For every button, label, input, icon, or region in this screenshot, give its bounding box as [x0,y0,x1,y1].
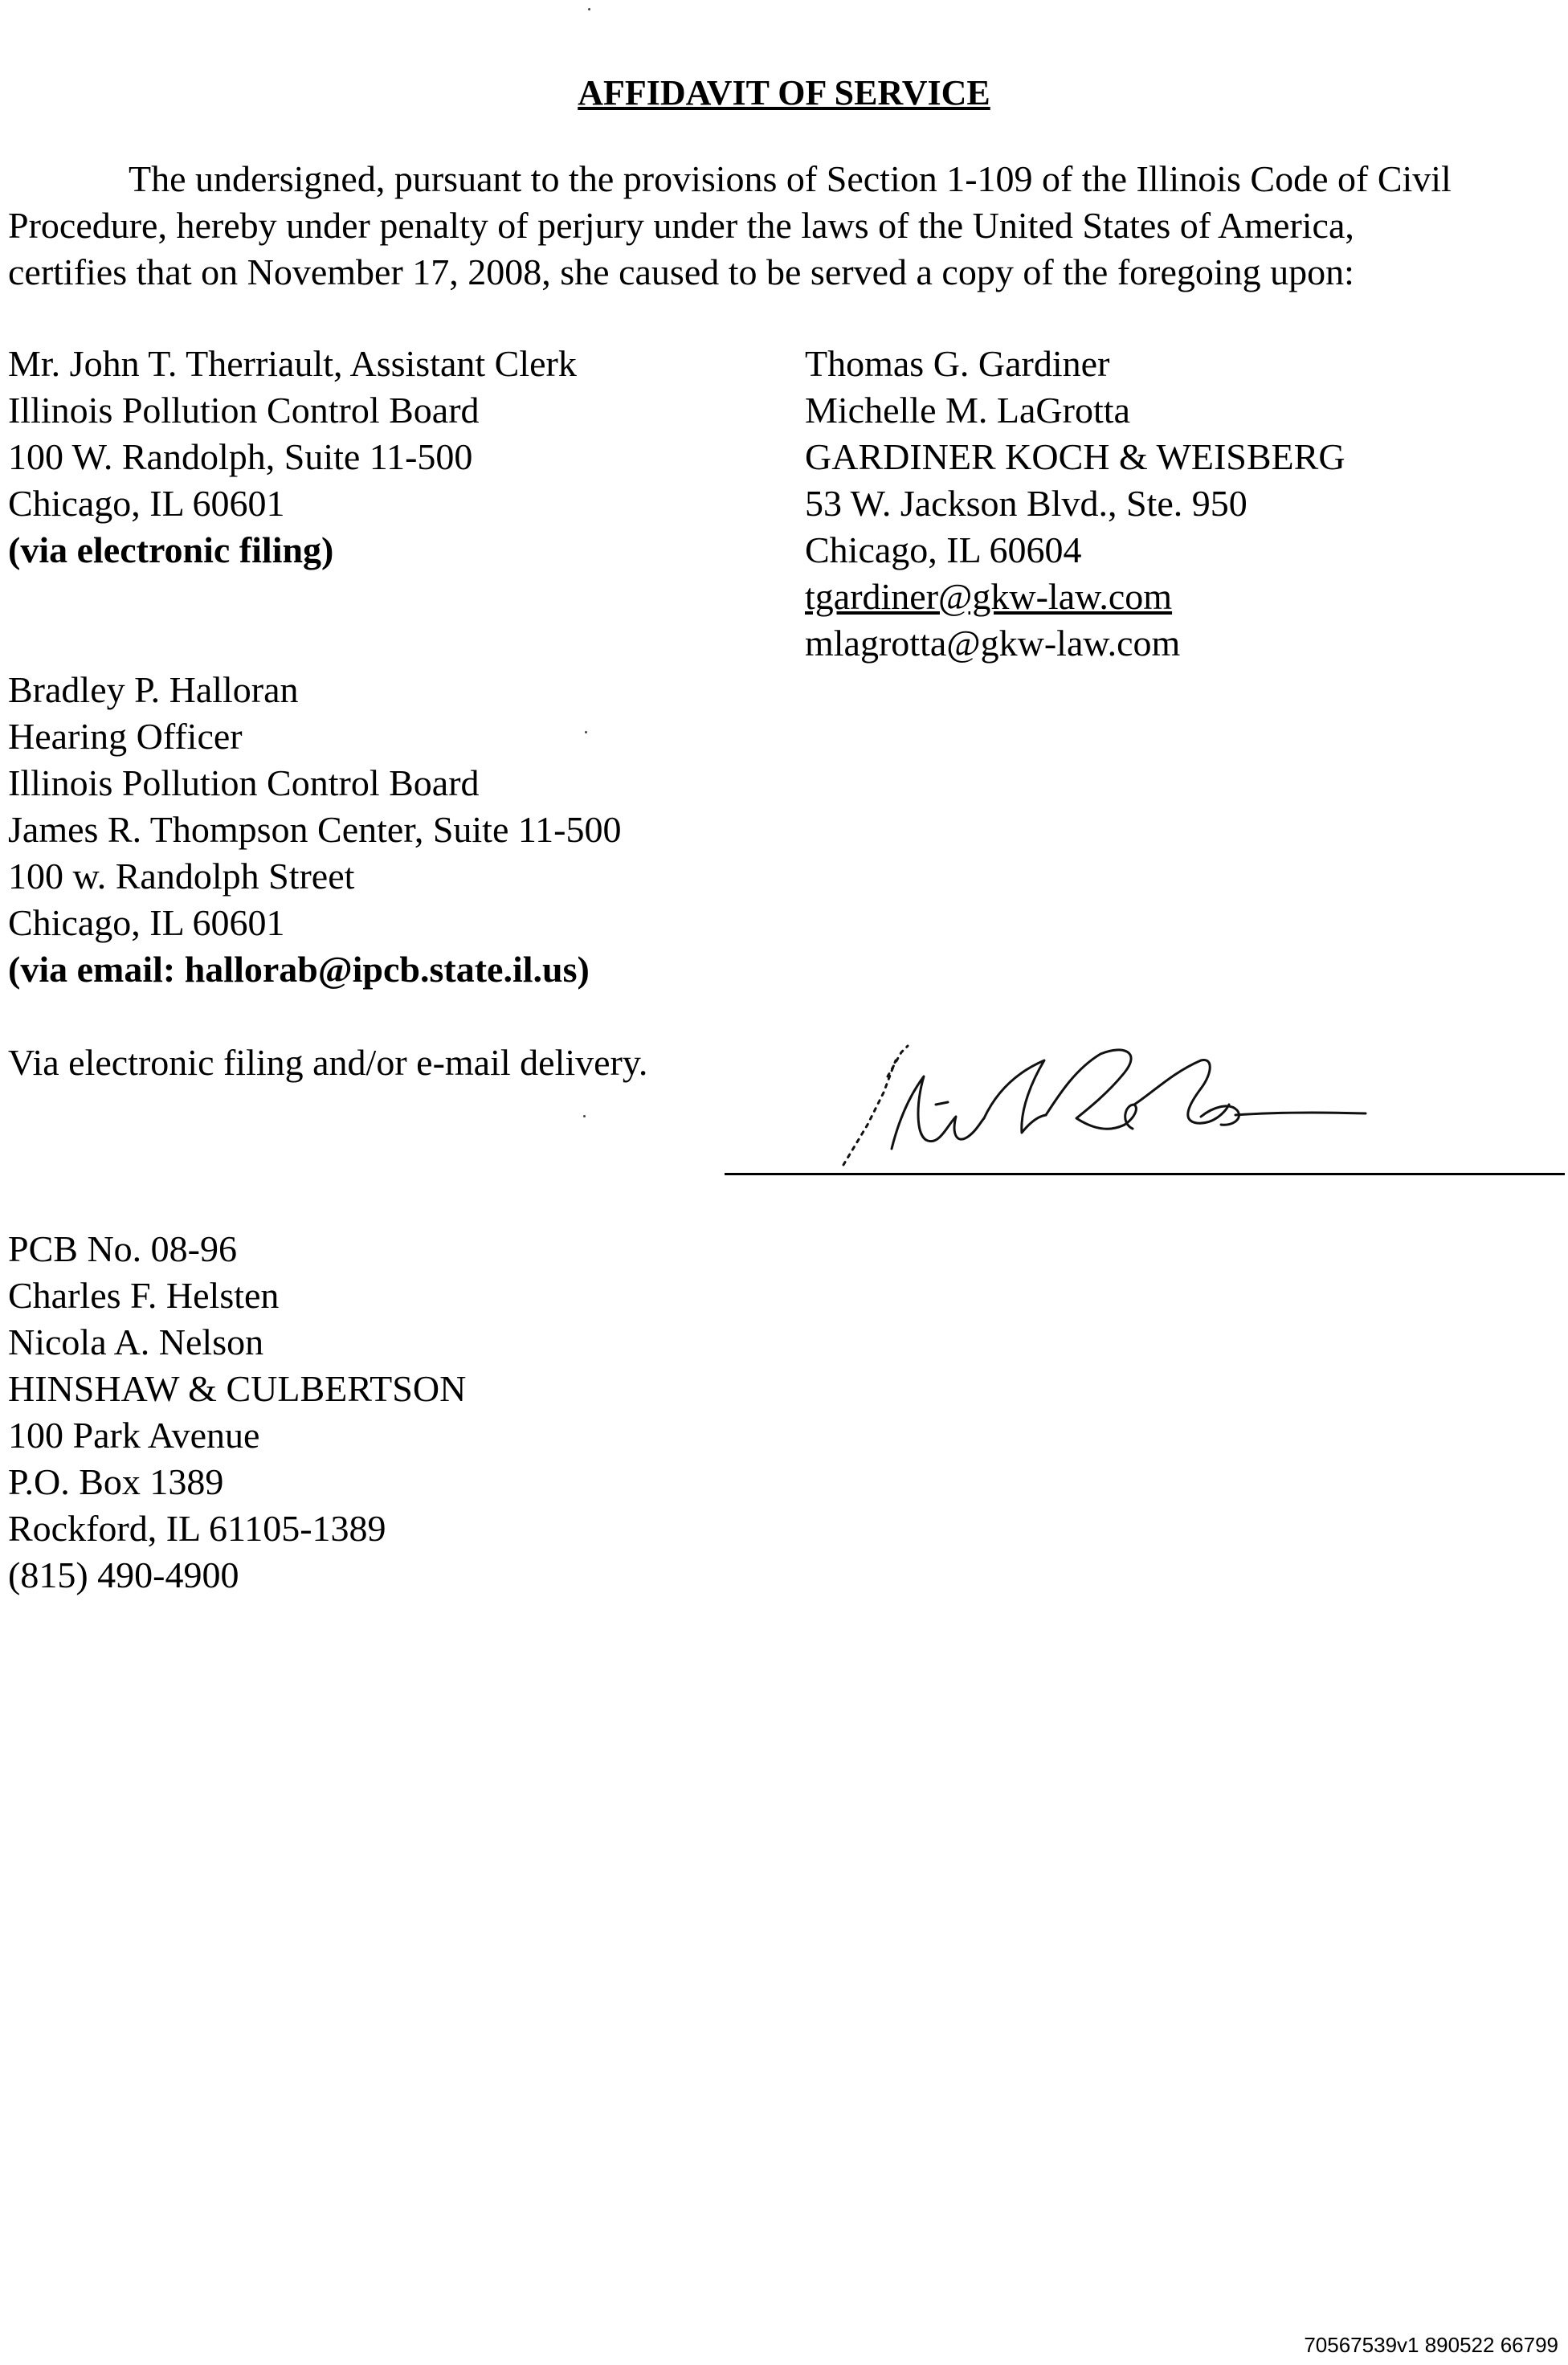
affidavit-paragraph [8,156,1558,296]
address-line: Rockford, IL 61105-1389 [8,1508,386,1549]
address-line: P.O. Box 1389 [8,1461,224,1502]
address-line: Michelle M. LaGrotta [805,390,1130,431]
signature-line [725,1173,1565,1175]
scan-speck [583,1115,586,1117]
counsel-signature-block [8,1226,466,1599]
service-method: (via email: hallorab@ipcb.state.il.us) [8,949,590,990]
firm-name: HINSHAW & CULBERTSON [8,1368,467,1409]
scan-speck [588,8,590,10]
handwritten-signature [835,1028,1382,1181]
service-method: (via electronic filing) [8,529,334,570]
service-recipient-clerk [8,341,577,574]
address-line: James R. Thompson Center, Suite 11-500 [8,809,622,850]
address-line: Chicago, IL 60601 [8,902,285,943]
attorney-name: Nicola A. Nelson [8,1321,264,1362]
address-line: Hearing Officer [8,716,243,757]
address-line: Illinois Pollution Control Board [8,762,480,803]
attorney-name: Charles F. Helsten [8,1275,280,1316]
delivery-note [8,1040,647,1086]
address-line: 53 W. Jackson Blvd., Ste. 950 [805,483,1247,524]
service-recipient-opposing-counsel [805,341,1345,667]
address-line: GARDINER KOCH & WEISBERG [805,436,1345,477]
address-line: Illinois Pollution Control Board [8,390,480,431]
paragraph-line: The undersigned, pursuant to the provisions of Section 1-109 of the Illinois Code of Civil [129,158,1452,199]
scan-speck [585,731,587,733]
phone-number: (815) 490-4900 [8,1554,239,1595]
service-recipient-hearing-officer [8,667,622,993]
address-line: Chicago, IL 60604 [805,529,1082,570]
email-link[interactable]: tgardiner@gkw-law.com [805,576,1173,617]
address-line: Bradley P. Halloran [8,669,299,710]
address-line: 100 W. Randolph, Suite 11-500 [8,436,473,477]
document-title: AFFIDAVIT OF SERVICE [578,73,990,112]
case-number: PCB No. 08-96 [8,1228,237,1269]
address-line: Thomas G. Gardiner [805,343,1110,384]
document-number: 70567539v1 890522 66799 [1304,2333,1558,2357]
delivery-note-text: Via electronic filing and/or e-mail delivery. [8,1042,648,1083]
address-line: Mr. John T. Therriault, Assistant Clerk [8,343,577,384]
address-line: 100 Park Avenue [8,1415,260,1456]
paragraph-line: Procedure, hereby under penalty of perjury under the laws of the United States of America, [8,205,1354,246]
address-line: Chicago, IL 60601 [8,483,285,524]
address-line: 100 w. Randolph Street [8,856,355,897]
paragraph-line: certifies that on November 17, 2008, she caused to be served a copy of the foregoing upon: [8,251,1354,292]
email-text: mlagrotta@gkw-law.com [805,623,1181,664]
